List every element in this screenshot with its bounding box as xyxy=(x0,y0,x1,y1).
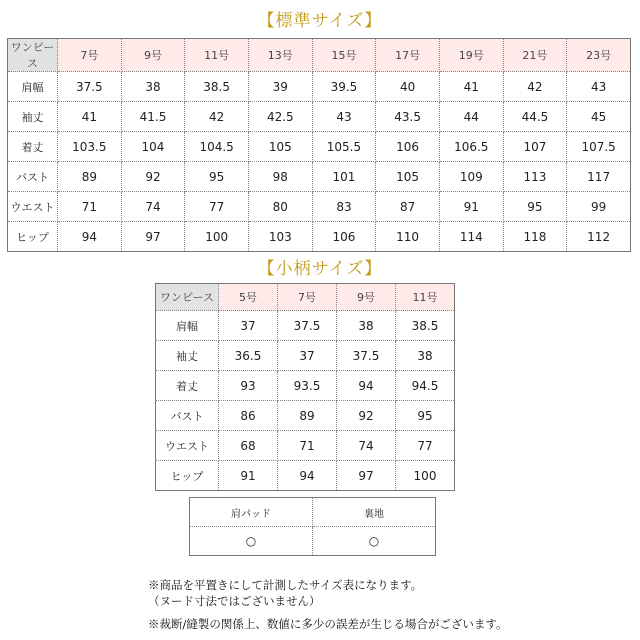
measurement-cell: 95 xyxy=(185,162,249,192)
table-row xyxy=(8,132,631,162)
measurement-cell: 43 xyxy=(312,102,376,132)
size-header: 7号 xyxy=(58,39,122,72)
measurement-cell: 91 xyxy=(439,192,503,222)
measurement-cell: 95 xyxy=(503,192,567,222)
features-table xyxy=(189,497,436,556)
petite-size-table xyxy=(155,283,455,491)
measurement-cell: 105 xyxy=(248,132,312,162)
table-row xyxy=(156,341,455,371)
table-row xyxy=(156,461,455,491)
measurement-cell: 74 xyxy=(121,192,185,222)
row-label: 袖丈 xyxy=(8,102,58,132)
size-header: 11号 xyxy=(396,284,455,311)
measurement-cell: 99 xyxy=(567,192,631,222)
measurement-cell: 41 xyxy=(439,72,503,102)
size-header: 19号 xyxy=(439,39,503,72)
measurement-cell: 45 xyxy=(567,102,631,132)
measurement-cell: 83 xyxy=(312,192,376,222)
measurement-cell: 103.5 xyxy=(58,132,122,162)
measurement-cell: 93.5 xyxy=(278,371,337,401)
size-header: 11号 xyxy=(185,39,249,72)
size-header: 13号 xyxy=(248,39,312,72)
size-header: 5号 xyxy=(219,284,278,311)
table-row xyxy=(8,72,631,102)
measurement-cell: 38.5 xyxy=(396,311,455,341)
size-header: 7号 xyxy=(278,284,337,311)
measurement-cell: 38 xyxy=(121,72,185,102)
measurement-cell: 112 xyxy=(567,222,631,252)
measurement-cell: 43 xyxy=(567,72,631,102)
measurement-cell: 104 xyxy=(121,132,185,162)
measurement-cell: 106 xyxy=(376,132,440,162)
table-row xyxy=(8,192,631,222)
measurement-cell: 36.5 xyxy=(219,341,278,371)
note-not-nude: （ヌード寸法ではございません） xyxy=(148,594,321,608)
measurement-cell: 87 xyxy=(376,192,440,222)
table-row xyxy=(156,401,455,431)
measurement-cell: 97 xyxy=(121,222,185,252)
measurement-cell: 89 xyxy=(58,162,122,192)
row-label: 肩幅 xyxy=(156,311,219,341)
size-header: 17号 xyxy=(376,39,440,72)
measurement-cell: 77 xyxy=(396,431,455,461)
measurement-cell: 38 xyxy=(396,341,455,371)
table-row xyxy=(156,371,455,401)
petite-size-title: 【小柄サイズ】 xyxy=(257,259,383,279)
corner-label: ワンピース xyxy=(8,39,58,72)
row-label: ウエスト xyxy=(8,192,58,222)
note-flat-measure: ※商品を平置きにして計測したサイズ表になります。 xyxy=(148,578,423,592)
row-label: バスト xyxy=(156,401,219,431)
measurement-cell: 103 xyxy=(248,222,312,252)
measurement-cell: 105.5 xyxy=(312,132,376,162)
measurement-cell: 42 xyxy=(503,72,567,102)
measurement-cell: 38 xyxy=(337,311,396,341)
measurement-cell: 97 xyxy=(337,461,396,491)
size-header: 9号 xyxy=(337,284,396,311)
note-tolerance: ※裁断/縫製の関係上、数値に多少の誤差が生じる場合がございます。 xyxy=(148,617,508,631)
measurement-cell: 110 xyxy=(376,222,440,252)
row-label: ヒップ xyxy=(156,461,219,491)
table-row xyxy=(8,102,631,132)
value-shoulder-pad: ○ xyxy=(190,527,313,556)
row-label: ヒップ xyxy=(8,222,58,252)
measurement-cell: 107 xyxy=(503,132,567,162)
measurement-cell: 118 xyxy=(503,222,567,252)
measurement-cell: 117 xyxy=(567,162,631,192)
measurement-cell: 41 xyxy=(58,102,122,132)
measurement-cell: 113 xyxy=(503,162,567,192)
standard-size-title: 【標準サイズ】 xyxy=(257,11,383,31)
value-lining: ○ xyxy=(313,527,436,556)
measurement-cell: 98 xyxy=(248,162,312,192)
measurement-cell: 114 xyxy=(439,222,503,252)
row-label: バスト xyxy=(8,162,58,192)
measurement-cell: 42 xyxy=(185,102,249,132)
measurement-cell: 39 xyxy=(248,72,312,102)
measurement-cell: 105 xyxy=(376,162,440,192)
row-label: 肩幅 xyxy=(8,72,58,102)
measurement-cell: 101 xyxy=(312,162,376,192)
measurement-cell: 74 xyxy=(337,431,396,461)
measurement-cell: 77 xyxy=(185,192,249,222)
table-row xyxy=(8,162,631,192)
measurement-cell: 44.5 xyxy=(503,102,567,132)
measurement-cell: 106.5 xyxy=(439,132,503,162)
size-header: 21号 xyxy=(503,39,567,72)
measurement-cell: 37 xyxy=(219,311,278,341)
standard-size-table xyxy=(7,38,631,252)
size-header: 23号 xyxy=(567,39,631,72)
measurement-cell: 40 xyxy=(376,72,440,102)
measurement-cell: 107.5 xyxy=(567,132,631,162)
measurement-cell: 104.5 xyxy=(185,132,249,162)
measurement-cell: 43.5 xyxy=(376,102,440,132)
measurement-cell: 37.5 xyxy=(337,341,396,371)
row-label: ウエスト xyxy=(156,431,219,461)
measurement-cell: 92 xyxy=(121,162,185,192)
measurement-cell: 91 xyxy=(219,461,278,491)
measurement-cell: 37.5 xyxy=(278,311,337,341)
table-row xyxy=(8,222,631,252)
header-lining: 裏地 xyxy=(313,498,436,527)
measurement-cell: 44 xyxy=(439,102,503,132)
measurement-cell: 37 xyxy=(278,341,337,371)
corner-label: ワンピース xyxy=(156,284,219,311)
measurement-cell: 38.5 xyxy=(185,72,249,102)
measurement-cell: 86 xyxy=(219,401,278,431)
measurement-cell: 95 xyxy=(396,401,455,431)
measurement-cell: 109 xyxy=(439,162,503,192)
measurement-cell: 92 xyxy=(337,401,396,431)
measurement-cell: 100 xyxy=(396,461,455,491)
size-header: 9号 xyxy=(121,39,185,72)
measurement-cell: 68 xyxy=(219,431,278,461)
measurement-cell: 89 xyxy=(278,401,337,431)
measurement-cell: 94 xyxy=(337,371,396,401)
measurement-cell: 71 xyxy=(278,431,337,461)
size-header: 15号 xyxy=(312,39,376,72)
measurement-cell: 93 xyxy=(219,371,278,401)
table-row xyxy=(156,431,455,461)
header-shoulder-pad: 肩パッド xyxy=(190,498,313,527)
measurement-cell: 94 xyxy=(278,461,337,491)
measurement-cell: 37.5 xyxy=(58,72,122,102)
row-label: 着丈 xyxy=(156,371,219,401)
row-label: 袖丈 xyxy=(156,341,219,371)
measurement-cell: 100 xyxy=(185,222,249,252)
table-row xyxy=(156,311,455,341)
measurement-cell: 80 xyxy=(248,192,312,222)
measurement-cell: 71 xyxy=(58,192,122,222)
measurement-cell: 94.5 xyxy=(396,371,455,401)
measurement-cell: 94 xyxy=(58,222,122,252)
measurement-cell: 42.5 xyxy=(248,102,312,132)
measurement-cell: 39.5 xyxy=(312,72,376,102)
measurement-cell: 41.5 xyxy=(121,102,185,132)
row-label: 着丈 xyxy=(8,132,58,162)
measurement-cell: 106 xyxy=(312,222,376,252)
